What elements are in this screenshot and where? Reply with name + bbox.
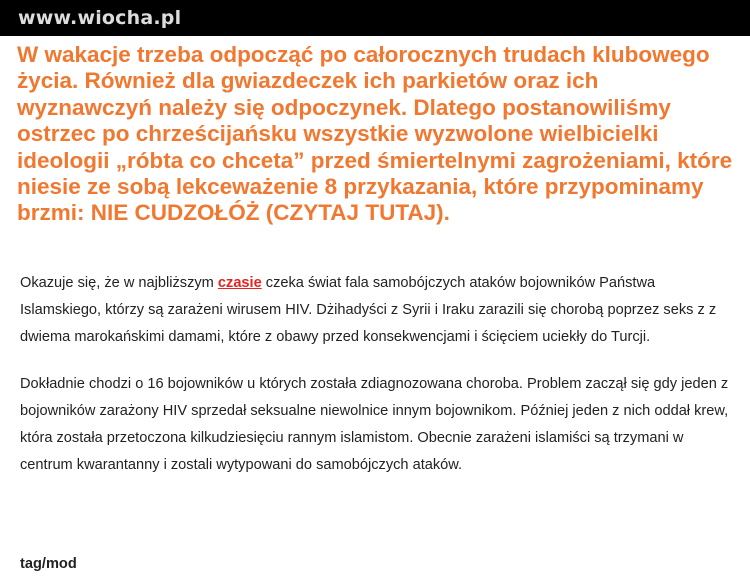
article-paragraph-2: Dokładnie chodzi o 16 bojowników u których została zdiagnozowana choroba. Problem zaczął się gdy jeden z bojowników zarażony HIV sprzedał seksualne niewolnice innym bojownikom. Później jeden z nich oddał krew, która została przetoczona kilkudziesięciu rannym islamistom. Obecnie zarażeni islamiści są trzymani w centrum kwarantanny i zostali wytypowani do samobójczych ataków. [20,376,729,473]
article-paragraph-1 [20,270,736,350]
paragraph-1-text-before-link: Okazuje się, że w najbliższym [20,275,218,291]
paragraph-1-text-after-link: czeka świat fala samobójczych ataków bojowników Państwa Islamskiego, którzy są zarażeni wirusem HIV. Dżihadyści z Syrii i Iraku zarazili się chorobą poprzez seks z z dwiema marokańskimi damami, które z obawy przed konsekwencjami i ścięciem uciekły do Turcji. [20,275,717,345]
czasie-link[interactable]: czasie [217,275,262,291]
signature: tag/mod [20,556,77,572]
article-body [20,270,736,500]
headline: W wakacje trzeba odpocząć po całorocznych trudach klubowego życia. Również dla gwiazdeczek ich parkietów oraz ich wyznawczyń należy się odpoczynek. Dlatego postanowiliśmy ostrzec po chrześcijańsku wszystkie wyzwolone wielbicielki ideologii „róbta co chceta” przed śmiertelnymi zagrożeniami, które niesie ze sobą lekceważenie 8 przykazania, które przypominamy brzmi: NIE CUDZOŁÓŻ (CZYTAJ TUTAJ). [17,42,733,226]
watermark: www.wiocha.pl [18,7,182,29]
top-bar [0,0,750,36]
